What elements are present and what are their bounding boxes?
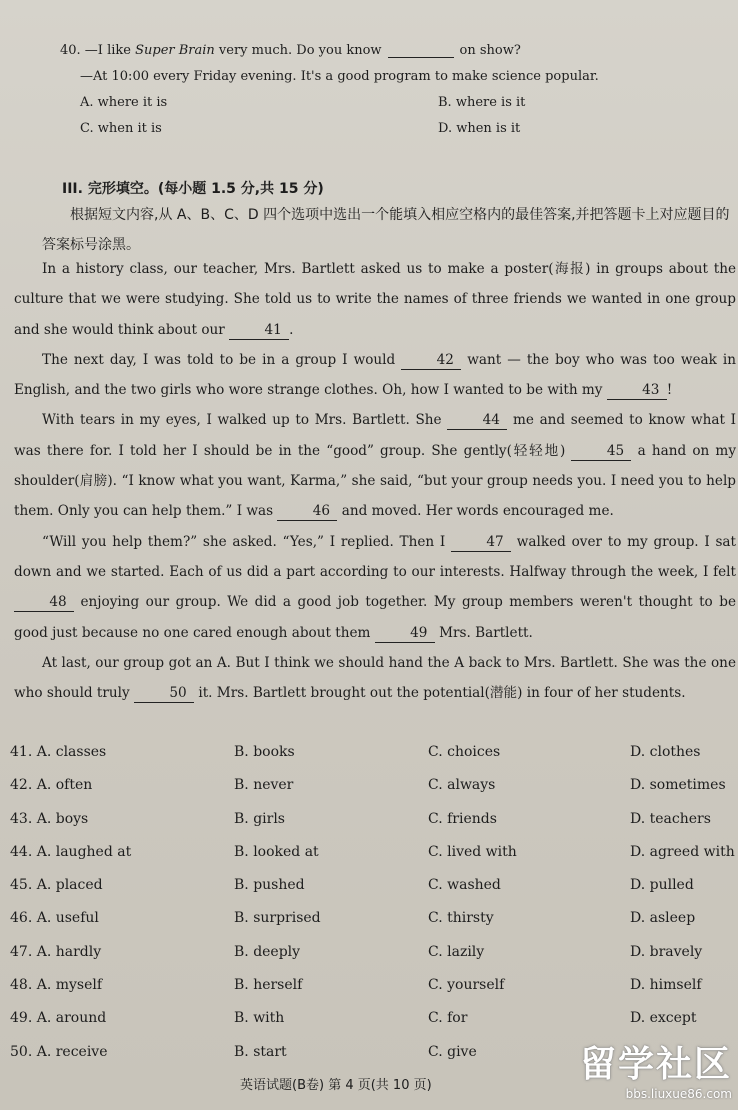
choice-45-a[interactable]: 45. A. placed — [10, 877, 103, 894]
section-instruction: 根据短文内容,从 A、B、C、D 四个选项中选出一个能填入相应空格内的最佳答案,并把答题卡上对应题目的答案标号涂黑。 — [42, 207, 730, 253]
choice-44-c[interactable]: C. lived with — [428, 843, 517, 860]
choice-45-d[interactable]: D. pulled — [630, 877, 694, 894]
blank-50: 50 — [134, 684, 194, 703]
choice-44-a[interactable]: 44. A. laughed at — [10, 843, 132, 860]
choice-46-b[interactable]: B. surprised — [234, 910, 321, 927]
choice-49-a[interactable]: 49. A. around — [10, 1010, 107, 1027]
passage-paragraph-3 — [14, 405, 736, 526]
site-watermark — [572, 1036, 732, 1104]
blank-48: 48 — [14, 593, 74, 612]
choice-41-c[interactable]: C. choices — [428, 744, 501, 760]
p3-text-a: With tears in my eyes, I walked up to Mrs. Bartlett. She — [42, 412, 442, 429]
q40-option-c[interactable]: C. when it is — [80, 121, 162, 136]
choice-47-a[interactable]: 47. A. hardly — [10, 943, 102, 960]
p4-text-c: enjoying our group. We did a good job together. My group members weren't thought to be good just because no one cared enough about them — [14, 594, 736, 641]
choice-41-b[interactable]: B. books — [234, 744, 295, 760]
choice-row-46 — [0, 902, 738, 935]
blank-41: 41 — [229, 321, 289, 340]
choice-45-c[interactable]: C. washed — [428, 877, 501, 894]
p4-text-b: walked over to my group. I sat down and we started. Each of us did a part according to our interests. Halfway through the week, I felt — [14, 533, 736, 580]
choice-row-47 — [0, 936, 738, 969]
watermark-logo-text: 留学社区 — [579, 1044, 732, 1085]
blank-46: 46 — [277, 502, 337, 521]
answer-choices — [0, 736, 738, 1069]
choice-48-a[interactable]: 48. A. myself — [10, 977, 103, 994]
choice-47-b[interactable]: B. deeply — [234, 943, 301, 960]
choice-43-d[interactable]: D. teachers — [630, 810, 711, 827]
choice-50-c[interactable]: C. give — [428, 1043, 477, 1060]
choice-48-c[interactable]: C. yourself — [428, 977, 505, 994]
choice-46-a[interactable]: 46. A. useful — [10, 910, 99, 927]
choice-row-41 — [0, 736, 738, 769]
p2-text-a: The next day, I was told to be in a group I would — [42, 351, 396, 368]
choice-49-b[interactable]: B. with — [234, 1010, 285, 1027]
choice-49-d[interactable]: D. except — [630, 1010, 697, 1027]
q40-option-d[interactable]: D. when is it — [438, 121, 521, 136]
page-footer: 英语试题(B卷) 第 4 页(共 10 页) — [240, 1078, 432, 1093]
blank-47: 47 — [451, 533, 511, 552]
blank-43: 43 — [607, 381, 667, 400]
passage-paragraph-4 — [14, 527, 736, 648]
p4-text-d: Mrs. Bartlett. — [439, 624, 533, 641]
q40-option-b[interactable]: B. where is it — [438, 95, 526, 110]
passage-paragraph-2 — [14, 345, 736, 406]
choice-44-b[interactable]: B. looked at — [234, 843, 319, 860]
choice-row-44 — [0, 836, 738, 869]
choice-50-a[interactable]: 50. A. receive — [10, 1043, 108, 1060]
choice-46-d[interactable]: D. asleep — [630, 910, 696, 927]
passage-paragraph-5 — [14, 648, 736, 709]
p1-text-b: . — [289, 321, 294, 338]
q40-options-row1 — [60, 90, 720, 116]
choice-42-d[interactable]: D. sometimes — [630, 777, 726, 794]
question-40-stem — [60, 38, 720, 64]
choice-42-a[interactable]: 42. A. often — [10, 777, 93, 794]
p3-text-b: me and seemed to know what I was there for. I told her I should be in the “good” group. She gently(轻轻地) — [14, 412, 736, 459]
choice-row-49 — [0, 1002, 738, 1035]
choice-42-b[interactable]: B. never — [234, 777, 294, 794]
choice-48-d[interactable]: D. himself — [630, 977, 702, 994]
choice-42-c[interactable]: C. always — [428, 777, 496, 794]
choice-row-45 — [0, 869, 738, 902]
choice-46-c[interactable]: C. thirsty — [428, 910, 494, 927]
choice-43-b[interactable]: B. girls — [234, 810, 285, 827]
choice-50-b[interactable]: B. start — [234, 1043, 287, 1060]
choice-47-d[interactable]: D. bravely — [630, 943, 703, 960]
question-40-response: —At 10:00 every Friday evening. It's a good program to make science popular. — [80, 69, 599, 84]
q40-blank — [388, 43, 454, 58]
q40-program-title: Super Brain — [135, 43, 215, 58]
q40-stem-end: on show? — [459, 43, 521, 58]
p2-text-b: want — the boy who was too weak in English, and the two girls who wore strange clothes. Oh, how I wanted to be with my — [14, 351, 736, 399]
choice-47-c[interactable]: C. lazily — [428, 943, 485, 960]
choice-row-48 — [0, 969, 738, 1002]
choice-49-c[interactable]: C. for — [428, 1010, 468, 1027]
p5-text-b: it. Mrs. Bartlett brought out the potential(潜能) in four of her students. — [198, 685, 686, 702]
cloze-passage — [14, 254, 736, 708]
choice-row-43 — [0, 803, 738, 836]
blank-45: 45 — [571, 442, 631, 461]
p5-text-a: At last, our group got an A. But I think we should hand the A back to Mrs. Bartlett. She was the one who should truly — [14, 654, 736, 702]
blank-49: 49 — [375, 624, 435, 643]
q40-stem-start: 40. —I like — [60, 43, 136, 58]
question-40 — [60, 38, 720, 142]
p3-text-d: and moved. Her words encouraged me. — [341, 503, 614, 520]
choice-45-b[interactable]: B. pushed — [234, 877, 305, 894]
passage-paragraph-1 — [14, 254, 736, 345]
choice-44-d[interactable]: D. agreed with — [630, 843, 735, 860]
p1-text-a: In a history class, our teacher, Mrs. Bartlett asked us to make a poster(海报) in groups about the culture that we were studying. She told us to write the names of three friends we wanted in one group and she would think about our — [14, 261, 736, 338]
blank-42: 42 — [401, 351, 461, 370]
choice-41-a[interactable]: 41. A. classes — [10, 744, 107, 760]
choice-48-b[interactable]: B. herself — [234, 977, 303, 994]
p3-text-c: a hand on my shoulder(肩膀). “I know what you want, Karma,” she said, “but your group needs you. I need you to help them. Only you can help them.” I was — [14, 442, 736, 520]
p4-text-a: “Will you help them?” she asked. “Yes,” I replied. Then I — [42, 533, 446, 550]
choice-43-c[interactable]: C. friends — [428, 810, 497, 827]
q40-options-row2 — [60, 116, 720, 142]
choice-43-a[interactable]: 43. A. boys — [10, 810, 89, 827]
watermark-url: bbs.liuxue86.com — [625, 1087, 732, 1101]
choice-row-42 — [0, 769, 738, 802]
q40-stem-middle: very much. Do you know — [214, 43, 382, 58]
q40-option-a[interactable]: A. where it is — [80, 95, 168, 110]
blank-44: 44 — [447, 411, 507, 430]
p2-text-c: ! — [666, 382, 673, 399]
choice-41-d[interactable]: D. clothes — [630, 744, 701, 760]
section-title: III. 完形填空。(每小题 1.5 分,共 15 分) — [62, 181, 324, 197]
